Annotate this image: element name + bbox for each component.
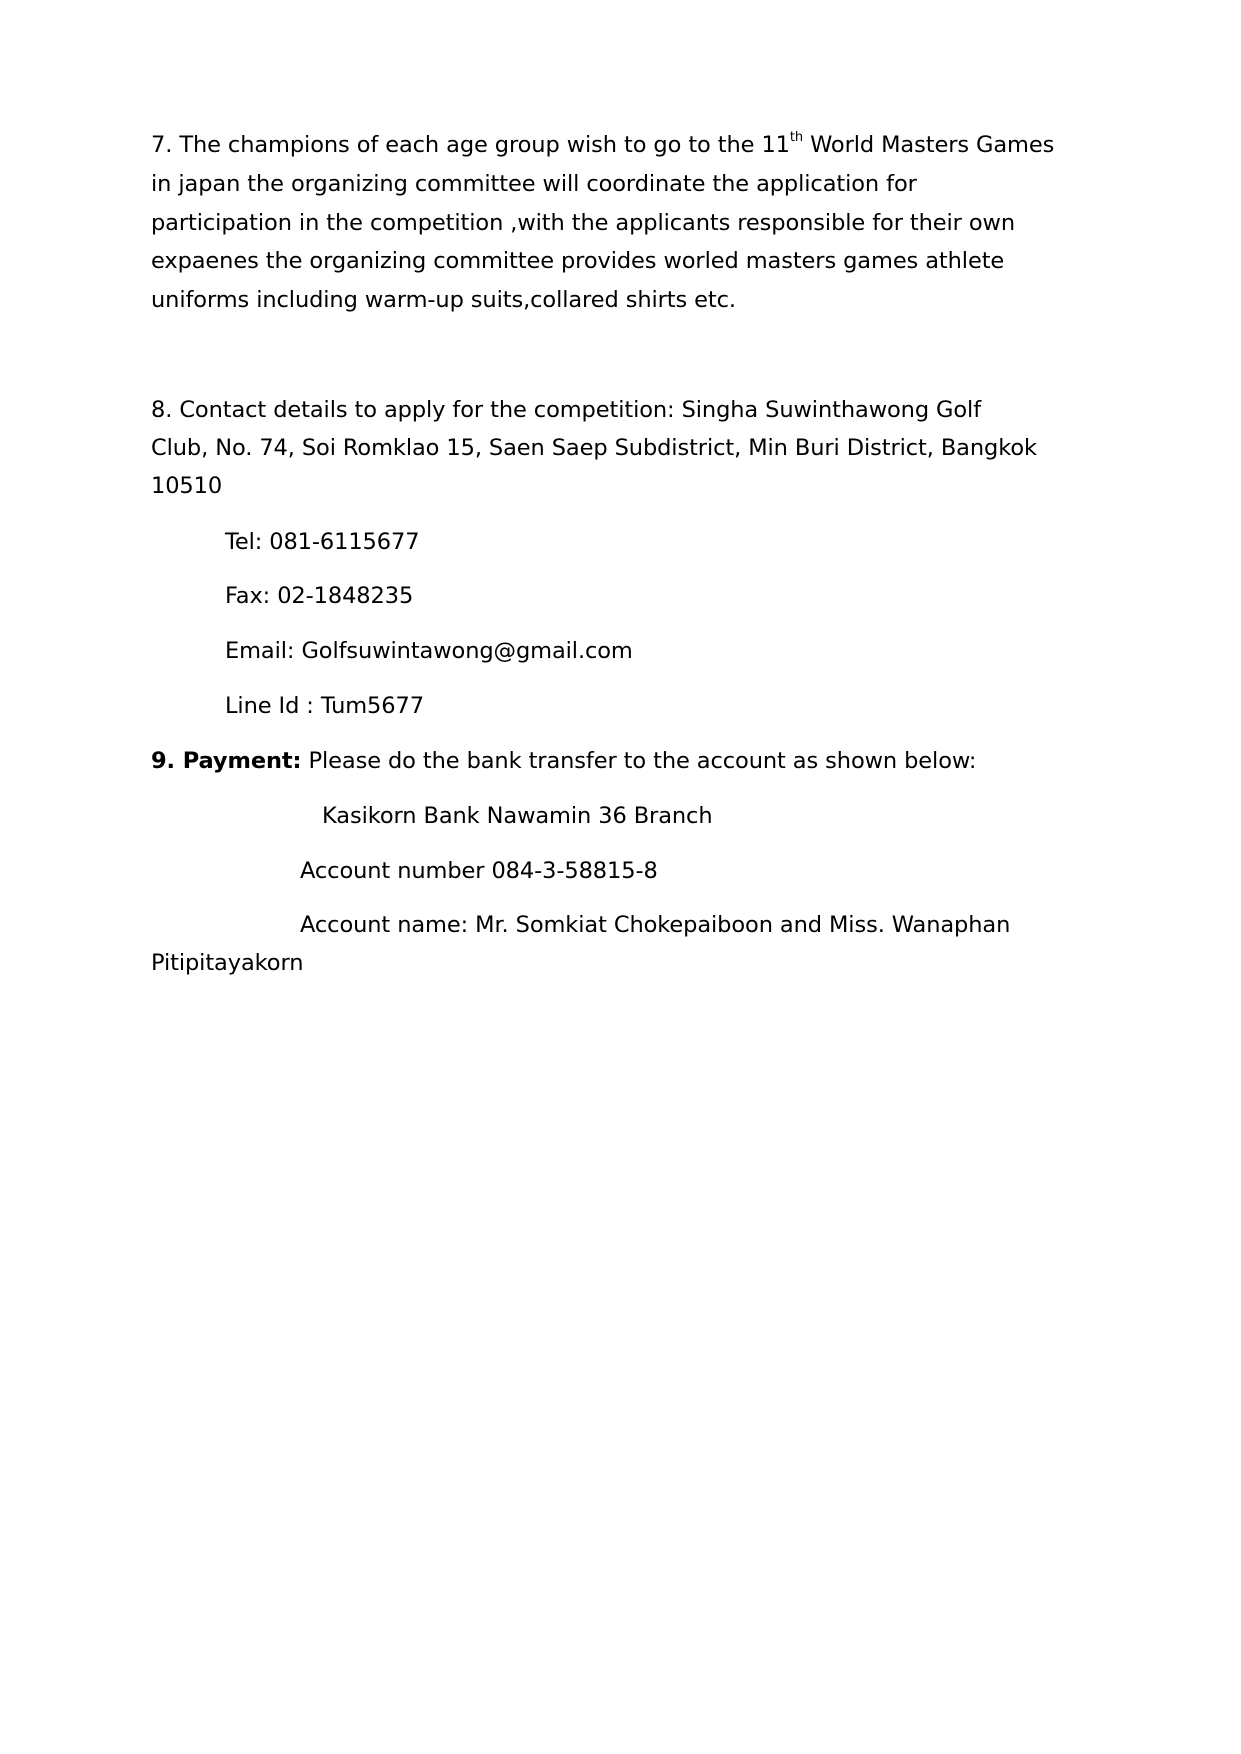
- section-7-text: World Masters Games: [803, 132, 1055, 158]
- contact-fax: Fax: 02-1848235: [225, 583, 414, 609]
- payment-heading: 9. Payment:: [151, 748, 302, 774]
- account-number: Account number 084-3-58815-8: [300, 858, 658, 884]
- account-name-continued: Pitipitayakorn: [151, 950, 304, 976]
- section-7-line-3: participation in the competition ,with the applicants responsible for their own: [151, 210, 1015, 236]
- section-7-line-2: in japan the organizing committee will coordinate the application for: [151, 171, 917, 197]
- contact-tel: Tel: 081-6115677: [225, 529, 420, 555]
- payment-text: Please do the bank transfer to the account as shown below:: [301, 748, 977, 774]
- section-8-line-2: Club, No. 74, Soi Romklao 15, Saen Saep Subdistrict, Min Buri District, Bangkok: [151, 435, 1037, 461]
- contact-line-id: Line Id : Tum5677: [225, 693, 424, 719]
- bank-name: Kasikorn Bank Nawamin 36 Branch: [322, 803, 713, 829]
- section-7-text: 7. The champions of each age group wish to go to the 11: [151, 132, 790, 158]
- section-7-line-4: expaenes the organizing committee provides worled masters games athlete: [151, 248, 1005, 274]
- section-7-line-5: uniforms including warm-up suits,collared shirts etc.: [151, 287, 736, 313]
- section-8-line-3: 10510: [151, 473, 223, 499]
- section-7-line-1: [151, 126, 1054, 164]
- contact-email: Email: Golfsuwintawong@gmail.com: [225, 638, 633, 664]
- account-name: Account name: Mr. Somkiat Chokepaiboon and Miss. Wanaphan: [300, 912, 1011, 938]
- section-9-payment: [151, 742, 976, 780]
- section-8-line-1: 8. Contact details to apply for the competition: Singha Suwinthawong Golf: [151, 397, 982, 423]
- superscript: th: [789, 130, 804, 145]
